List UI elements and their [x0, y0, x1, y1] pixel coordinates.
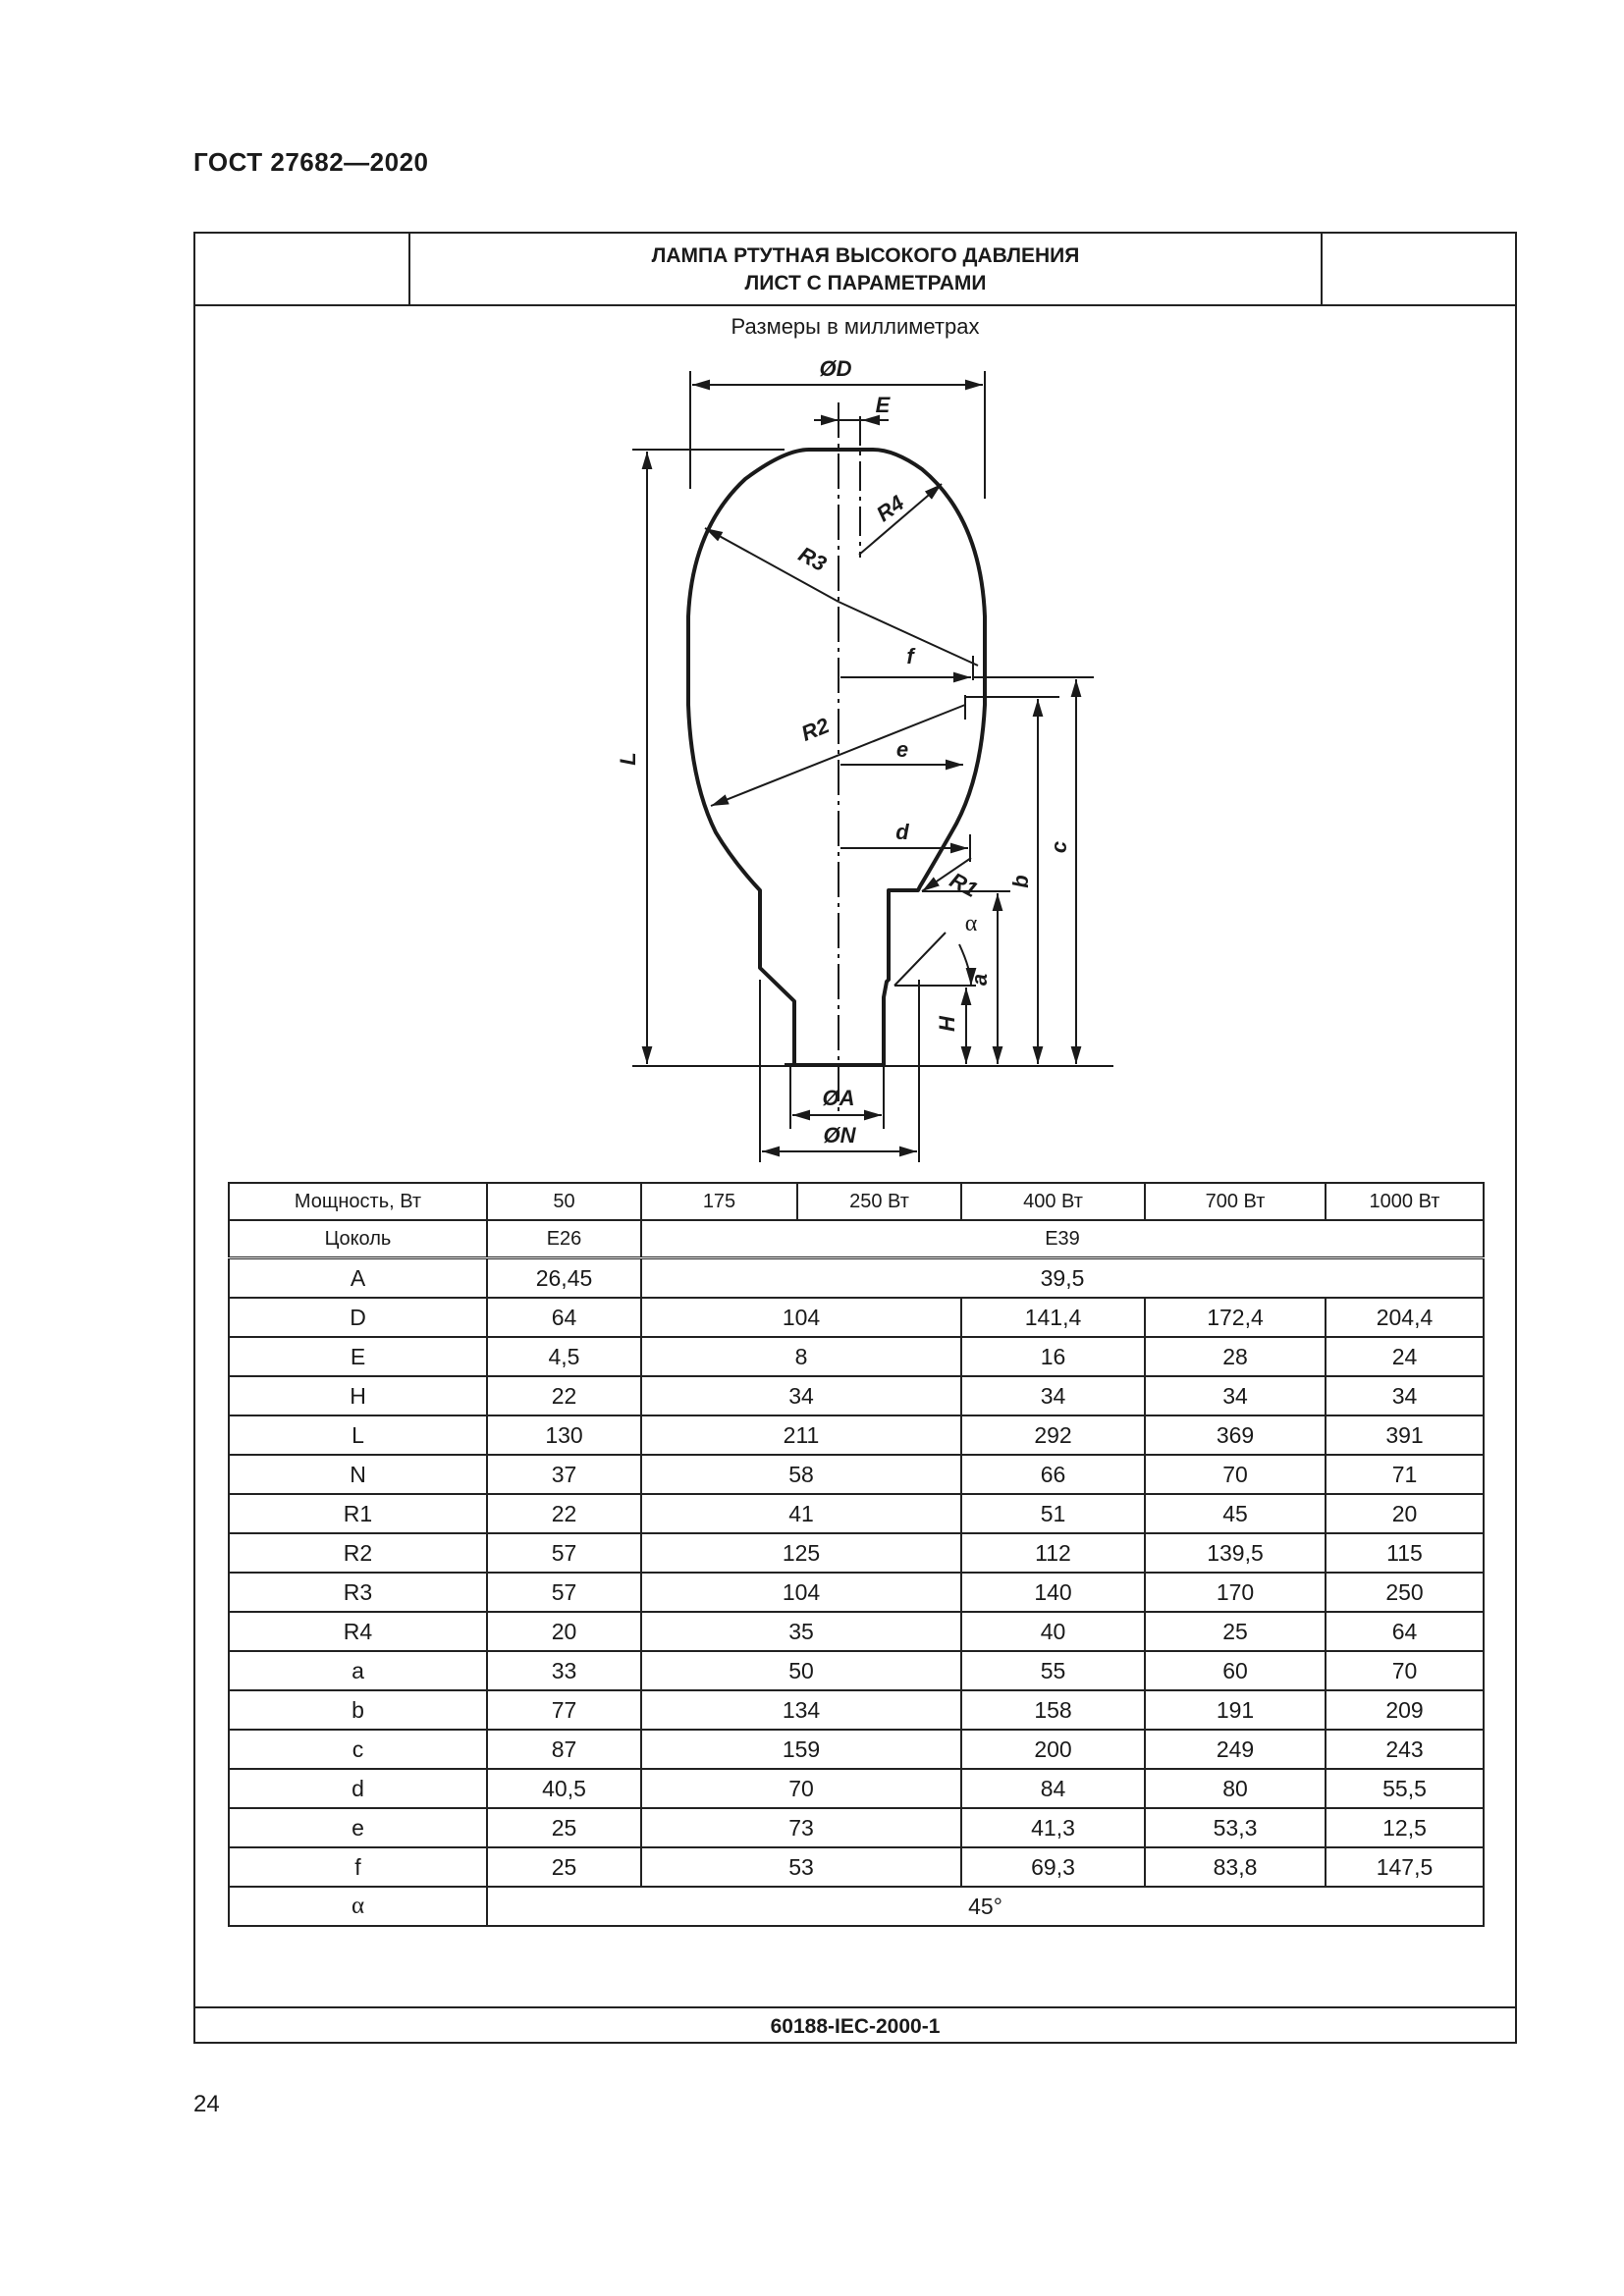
base-row — [229, 1220, 1484, 1258]
value-50: 64 — [487, 1298, 641, 1337]
value-700: 80 — [1145, 1769, 1326, 1808]
value-700: 249 — [1145, 1730, 1326, 1769]
dim-label-r1: R1 — [946, 867, 982, 903]
value-1000: 71 — [1326, 1455, 1484, 1494]
value-400: 141,4 — [961, 1298, 1145, 1337]
parameter-table — [228, 1182, 1485, 1927]
value-1000: 147,5 — [1326, 1847, 1484, 1887]
value-175-250: 104 — [641, 1573, 961, 1612]
value-400: 16 — [961, 1337, 1145, 1376]
value-1000: 209 — [1326, 1690, 1484, 1730]
dim-label-a: a — [967, 973, 992, 987]
param-name: R3 — [229, 1573, 487, 1612]
param-name: R2 — [229, 1533, 487, 1573]
value-50: 57 — [487, 1573, 641, 1612]
value-175-250: 35 — [641, 1612, 961, 1651]
value-700: 53,3 — [1145, 1808, 1326, 1847]
dim-label-l: L — [616, 752, 640, 766]
table-row — [229, 1612, 1484, 1651]
power-700: 700 Вт — [1145, 1183, 1326, 1220]
document-id: ГОСТ 27682—2020 — [193, 147, 429, 177]
dim-label-d: d — [895, 820, 909, 844]
param-name: e — [229, 1808, 487, 1847]
base-e26: E26 — [487, 1220, 641, 1258]
value-50: 26,45 — [487, 1258, 641, 1299]
value-175-250: 58 — [641, 1455, 961, 1494]
value-175-250: 211 — [641, 1415, 961, 1455]
value-1000: 34 — [1326, 1376, 1484, 1415]
table-row — [229, 1769, 1484, 1808]
value-1000: 64 — [1326, 1612, 1484, 1651]
value-175-250: 125 — [641, 1533, 961, 1573]
dim-label-r4: R4 — [871, 490, 909, 527]
sheet-title-line2: ЛИСТ С ПАРАМЕТРАМИ — [744, 272, 987, 294]
value-175-250: 34 — [641, 1376, 961, 1415]
value-1000: 115 — [1326, 1533, 1484, 1573]
value-175-250: 134 — [641, 1690, 961, 1730]
value-700: 369 — [1145, 1415, 1326, 1455]
power-175: 175 — [641, 1183, 797, 1220]
param-name: d — [229, 1769, 487, 1808]
value-50: 130 — [487, 1415, 641, 1455]
power-400: 400 Вт — [961, 1183, 1145, 1220]
param-name: D — [229, 1298, 487, 1337]
value-700: 25 — [1145, 1612, 1326, 1651]
param-name: L — [229, 1415, 487, 1455]
value-1000: 391 — [1326, 1415, 1484, 1455]
table-row — [229, 1337, 1484, 1376]
power-1000: 1000 Вт — [1326, 1183, 1484, 1220]
value-400: 158 — [961, 1690, 1145, 1730]
table-row — [229, 1298, 1484, 1337]
value-175-250: 50 — [641, 1651, 961, 1690]
value-175-250: 70 — [641, 1769, 961, 1808]
value-1000: 55,5 — [1326, 1769, 1484, 1808]
units-note: Размеры в миллиметрах — [731, 314, 980, 339]
value-400: 55 — [961, 1651, 1145, 1690]
dim-label-a: ØA — [822, 1086, 855, 1110]
value-400: 140 — [961, 1573, 1145, 1612]
power-50: 50 — [487, 1183, 641, 1220]
table-row — [229, 1376, 1484, 1415]
value-400: 69,3 — [961, 1847, 1145, 1887]
value-400: 84 — [961, 1769, 1145, 1808]
value-merged: 39,5 — [641, 1258, 1484, 1299]
value-175-250: 41 — [641, 1494, 961, 1533]
power-header-label: Мощность, Вт — [229, 1183, 487, 1220]
table-row — [229, 1690, 1484, 1730]
dim-label-n: ØN — [823, 1123, 856, 1148]
dim-label-c: c — [1047, 840, 1071, 854]
value-700: 139,5 — [1145, 1533, 1326, 1573]
param-name: b — [229, 1690, 487, 1730]
power-row — [229, 1183, 1484, 1220]
dim-label-r2: R2 — [797, 713, 833, 746]
value-700: 34 — [1145, 1376, 1326, 1415]
lamp-dimension-drawing — [195, 234, 1519, 1176]
table-row — [229, 1808, 1484, 1847]
param-name: R1 — [229, 1494, 487, 1533]
value-400: 66 — [961, 1455, 1145, 1494]
value-50: 37 — [487, 1455, 641, 1494]
param-name: H — [229, 1376, 487, 1415]
sheet-title-line1: ЛАМПА РТУТНАЯ ВЫСОКОГО ДАВЛЕНИЯ — [651, 244, 1080, 267]
value-50: 40,5 — [487, 1769, 641, 1808]
power-250: 250 Вт — [797, 1183, 961, 1220]
alpha-leg — [894, 933, 946, 986]
dim-label-alpha: α — [964, 911, 978, 936]
value-400: 34 — [961, 1376, 1145, 1415]
value-50: 87 — [487, 1730, 641, 1769]
table-row — [229, 1455, 1484, 1494]
param-name: A — [229, 1258, 487, 1299]
value-50: 20 — [487, 1612, 641, 1651]
value-400: 292 — [961, 1415, 1145, 1455]
value-1000: 204,4 — [1326, 1298, 1484, 1337]
value-1000: 243 — [1326, 1730, 1484, 1769]
table-row — [229, 1730, 1484, 1769]
dim-label-b: b — [1008, 875, 1033, 888]
value-50: 22 — [487, 1376, 641, 1415]
value-1000: 250 — [1326, 1573, 1484, 1612]
value-700: 28 — [1145, 1337, 1326, 1376]
param-name: R4 — [229, 1612, 487, 1651]
value-50: 25 — [487, 1808, 641, 1847]
dim-label-r3: R3 — [794, 541, 831, 577]
value-700: 83,8 — [1145, 1847, 1326, 1887]
param-name-alpha: α — [229, 1887, 487, 1926]
value-1000: 12,5 — [1326, 1808, 1484, 1847]
table-row — [229, 1415, 1484, 1455]
page-number: 24 — [193, 2091, 220, 2117]
value-175-250: 53 — [641, 1847, 961, 1887]
value-700: 170 — [1145, 1573, 1326, 1612]
base-e39: E39 — [641, 1220, 1484, 1258]
value-400: 112 — [961, 1533, 1145, 1573]
base-label: Цоколь — [229, 1220, 487, 1258]
param-name: f — [229, 1847, 487, 1887]
value-50: 22 — [487, 1494, 641, 1533]
value-700: 70 — [1145, 1455, 1326, 1494]
value-175-250: 104 — [641, 1298, 961, 1337]
value-50: 4,5 — [487, 1337, 641, 1376]
param-name: N — [229, 1455, 487, 1494]
value-400: 200 — [961, 1730, 1145, 1769]
value-400: 41,3 — [961, 1808, 1145, 1847]
r4-dim-line — [859, 484, 942, 555]
table-row — [229, 1533, 1484, 1573]
param-name: a — [229, 1651, 487, 1690]
bulb-outline — [688, 450, 985, 1065]
table-row — [229, 1258, 1484, 1299]
param-name: E — [229, 1337, 487, 1376]
param-name: c — [229, 1730, 487, 1769]
sheet-footer-code: 60188-IEC-2000-1 — [195, 2006, 1515, 2044]
table-row — [229, 1651, 1484, 1690]
table-row — [229, 1494, 1484, 1533]
dim-label-d: ØD — [819, 356, 852, 381]
value-700: 172,4 — [1145, 1298, 1326, 1337]
value-1000: 24 — [1326, 1337, 1484, 1376]
value-50: 33 — [487, 1651, 641, 1690]
value-400: 51 — [961, 1494, 1145, 1533]
value-700: 60 — [1145, 1651, 1326, 1690]
dim-label-e: e — [895, 737, 909, 762]
dim-label-e: E — [875, 393, 891, 417]
dim-label-f: f — [906, 644, 914, 668]
table-row — [229, 1573, 1484, 1612]
alpha-value: 45° — [487, 1887, 1484, 1926]
value-700: 45 — [1145, 1494, 1326, 1533]
alpha-row — [229, 1887, 1484, 1926]
dim-label-h: H — [935, 1016, 959, 1032]
value-400: 40 — [961, 1612, 1145, 1651]
value-1000: 20 — [1326, 1494, 1484, 1533]
value-175-250: 8 — [641, 1337, 961, 1376]
value-175-250: 73 — [641, 1808, 961, 1847]
value-175-250: 159 — [641, 1730, 961, 1769]
value-1000: 70 — [1326, 1651, 1484, 1690]
parameter-sheet-frame — [193, 232, 1517, 2044]
table-row — [229, 1847, 1484, 1887]
value-50: 25 — [487, 1847, 641, 1887]
value-700: 191 — [1145, 1690, 1326, 1730]
value-50: 57 — [487, 1533, 641, 1573]
value-50: 77 — [487, 1690, 641, 1730]
